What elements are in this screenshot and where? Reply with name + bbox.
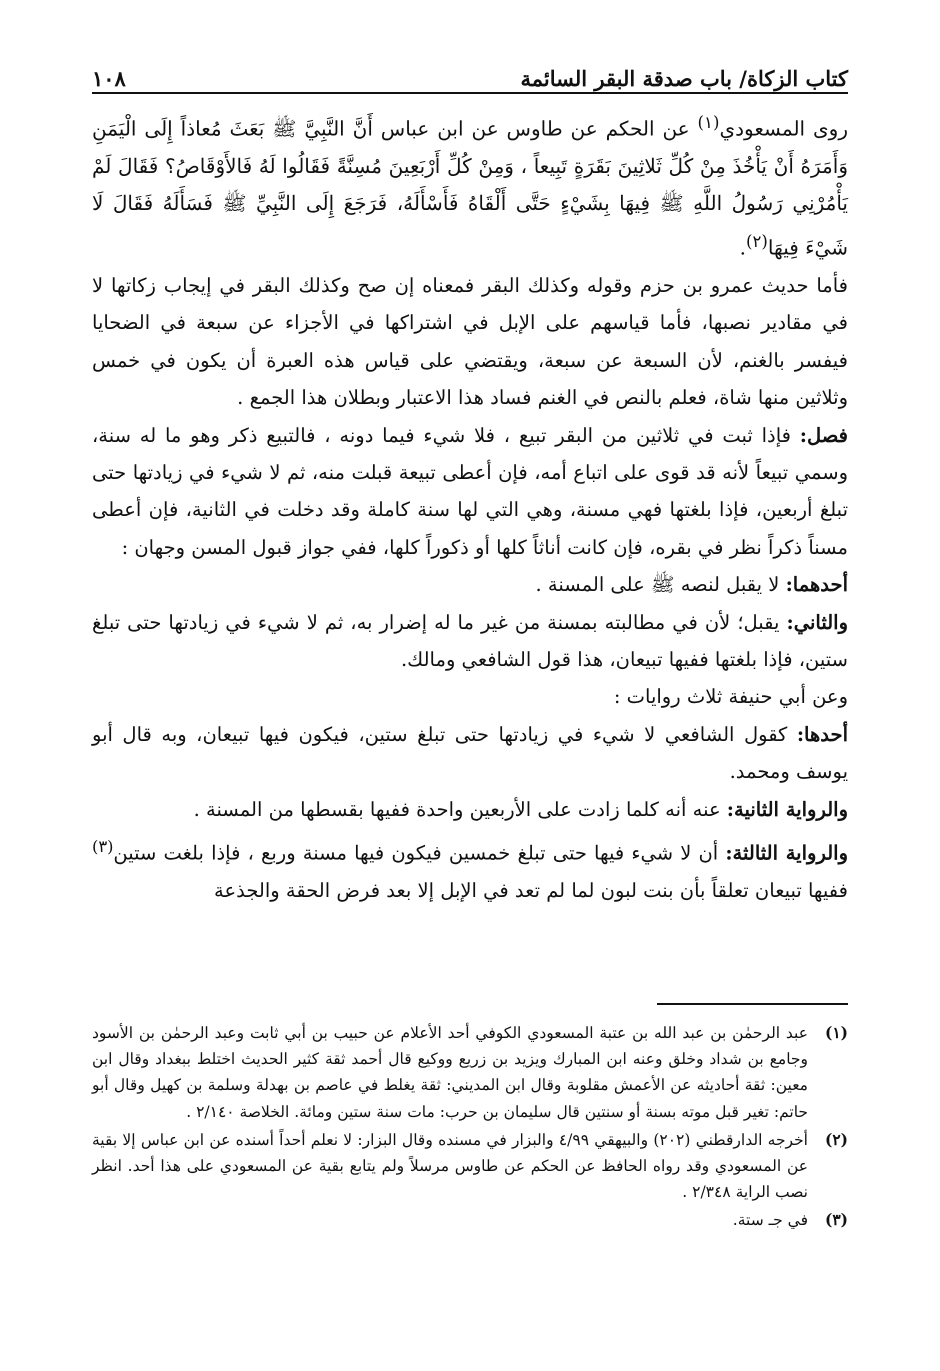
fasl-text: فإذا ثبت في ثلاثين من البقر تبيع ، فلا شيء فيما دونه ، فالتبيع ذكر وهو ما له سنة، وسمي تبيعاً لأنه قد قوى على اتباع أمه، فإن أعطى تبيعة قبلت منه، ثم لا شيء في زيادتها حتى تبلغ أربعين، فإذا بلغتها فهي مسنة، وهي التي لها سنة كاملة وقد دخلت في الثانية، فإن أعطى مسناً ذكراً نظر في بقره، فإن كانت أناثاً كلها أو ذكوراً كلها، ففي جواز قبول المسن وجهان :	[92, 423, 848, 559]
page-header	[92, 60, 848, 94]
hadith-paragraph	[92, 104, 848, 267]
narration-three-text-a: أن لا شيء فيها حتى تبلغ خمسين فيكون فيها مسنة وربع ، فإذا بلغت ستين	[113, 841, 726, 865]
paragraph-first-view	[92, 566, 848, 603]
second-view-text: يقبل؛ لأن في مطالبته بمسنة من غير ما له إضرار به، ثم لا شيء في زيادتها حتى تبلغ ستين، فإذا بلغتها ففيها تبيعان، هذا قول الشافعي ومالك.	[92, 610, 848, 671]
footnote-text: أخرجه الدارقطني (٢٠٢) والبيهقي ٤/٩٩ والبزار في مسنده وقال البزار: لا نعلم أحداً أسنده عن ابن عباس إلا بقية عن المسعودي وقد رواه الحافظ عن الحكم عن طاوس مرسلاً ولم يتابع بقية عن المسعودي على هذا أحد. انظر نصب الراية ٢/٣٤٨ .	[92, 1130, 808, 1202]
hadith-text: عن الحكم عن طاوس عن ابن عباس أَنَّ النَّبِيَّ ﷺ بَعَثَ مُعاذاً إِلَى الْيَمَنِ وَأَمَرَهُ أَنْ يَأْخُذَ مِنْ كُلِّ ثَلاثِينَ بَقَرَةٍ تَبِيعاً ، وَمِنْ كُلِّ أَرْبَعِينَ مُسِنَّةً فَقَالُوا لَهُ فَالأَوْقَاصُ؟ فَقَالَ لَمْ يَأْمُرْنِي رَسُولُ اللَّهِ ﷺ فِيهَا بِشَيْءٍ حَتَّى أَلْقَاهُ فَأَسْأَلَهُ، فَرَجَعَ إِلَى النَّبِيِّ ﷺ فَسَأَلَهُ فَقَالَ لَا شَيْءَ فِيهَا	[92, 116, 848, 260]
paragraph-abu-hanifa: وعن أبي حنيفة ثلاث روايات :	[613, 685, 848, 709]
narration-one-label: أحدها:	[796, 722, 848, 746]
paragraph-narration-one	[92, 716, 848, 791]
hadith-intro: روى المسعودي	[719, 116, 848, 141]
footnote-ref-3: (٣)	[92, 837, 114, 857]
paragraph-amr-ibn-hazm: فأما حديث عمرو بن حزم وقوله وكذلك البقر فمعناه إن صح وكذلك البقر في إيجاب زكاتها لا في مقادير نصبها، فأما قياسهم على الإبل في اشتراكها في الأجزاء عن سبعة في الضحايا فيفسر بالغنم، لأن السبعة عن سبعة، ويقتضي على قياس هذه العبرة أن يكون في خمس وثلاثين منها شاة، فعلم بالنص في الغنم فساد هذا الاعتبار وبطلان هذا الجمع .	[92, 273, 848, 410]
first-view-label: أحدهما:	[785, 573, 848, 597]
footnote-divider	[657, 1003, 848, 1005]
narration-two-label: والرواية الثانية:	[726, 797, 848, 821]
paragraph-second-view	[92, 604, 848, 679]
footnote-number: (١)	[824, 1023, 848, 1042]
main-text	[92, 104, 848, 909]
second-view-label: والثاني:	[786, 610, 848, 634]
footnote-ref-2: (٢)	[745, 231, 768, 251]
footnote-number: (٢)	[824, 1129, 848, 1149]
narration-one-text: كقول الشافعي لا شيء في زيادتها حتى تبلغ ستين، فيكون فيها تبيعان، وبه قال أبو يوسف ومحمد.	[92, 722, 848, 784]
header-divider	[92, 92, 848, 94]
narration-two-text: عنه أنه كلما زادت على الأربعين واحدة ففيها بقسطها من المسنة .	[193, 797, 727, 821]
hadith-end: .	[739, 235, 746, 260]
paragraph-narration-two	[92, 791, 848, 828]
paragraph-fasl	[92, 417, 848, 567]
footnote-text: عبد الرحمٰن بن عبد الله بن عتبة المسعودي الكوفي أحد الأعلام عن حبيب بن أبي ثابت وعبد الرحمٰن بن الأسود وجامع بن شداد وخلق وعنه ابن المبارك ويزيد بن زريع ووكيع قال أحمد ثقة كثير الحديث اختلط ببغداد وقال ابن معين: ثقة أحاديثه عن الأعمش مقلوبة وقال ابن المديني: ثقة يغلط في عاصم بن بهدلة وسلمة بن كهيل وقال أبو حاتم: تغير قبل موته بسنة أو سنتين قال سليمان بن حرب: مات سنة ستين ومائة. الخلاصة ٢/١٤٠ .	[92, 1024, 808, 1121]
narration-three-text-b: ففيها تبيعان تعلقاً بأن بنت لبون لما لم تعد في الإبل إلا بعد فرض الحقة والجذعة	[214, 878, 848, 902]
footnote-1	[92, 1020, 848, 1125]
paragraph-narration-three	[92, 828, 848, 909]
running-title: كتاب الزكاة/ باب صدقة البقر السائمة	[520, 66, 848, 91]
first-view-text: لا يقبل لنصه ﷺ على المسنة .	[535, 573, 786, 597]
footnote-number: (٣)	[824, 1210, 848, 1230]
narration-three-label: والرواية الثالثة:	[725, 841, 848, 865]
footnote-text: في جـ ستة.	[732, 1211, 808, 1230]
fasl-label: فصل:	[799, 423, 848, 447]
footnote-3	[92, 1207, 848, 1233]
footnotes	[92, 1020, 848, 1236]
page-number: ١٠٨	[92, 66, 126, 91]
footnote-2	[92, 1127, 848, 1206]
footnote-ref-1: (١)	[697, 113, 720, 132]
